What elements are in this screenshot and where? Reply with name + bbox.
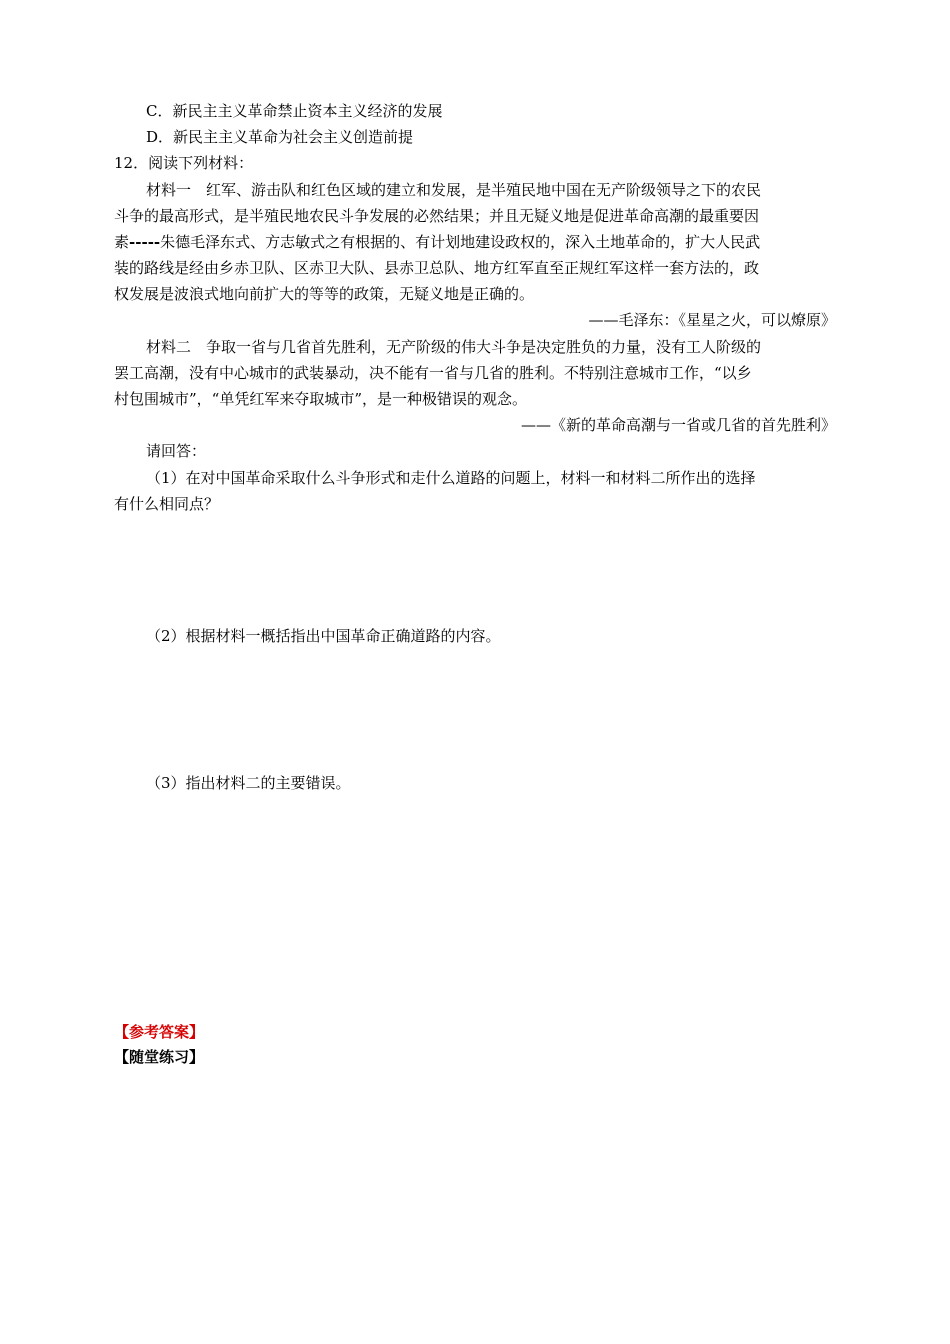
material2-line2: 罢工高潮，没有中心城市的武装暴动，决不能有一省与几省的胜利。不特别注意城市工作，“以乡 — [114, 364, 752, 382]
subquestion-2: （2）根据材料一概括指出中国革命正确道路的内容。 — [146, 627, 501, 645]
subquestion-1-line2: 有什么相同点？ — [114, 495, 220, 513]
material2-source: ——《新的革命高潮与一省或几省的首先胜利》 — [520, 416, 836, 434]
material1-line3 — [114, 230, 760, 254]
material1-line2: 斗争的最高形式，是半殖民地农民斗争发展的必然结果；并且无疑义地是促进革命高潮的最重要因 — [114, 207, 760, 225]
material2-line1: 材料二 争取一省与几省首先胜利，无产阶级的伟大斗争是决定胜负的力量，没有工人阶级的 — [146, 338, 762, 356]
subquestion-1-line1: （1）在对中国革命采取什么斗争形式和走什么道路的问题上，材料一和材料二所作出的选择 — [146, 469, 756, 487]
material1-line5: 权发展是波浪式地向前扩大的等等的政策，无疑义地是正确的。 — [114, 285, 535, 303]
option-c: C．新民主主义革命禁止资本主义经济的发展 — [146, 102, 443, 120]
question-12-prompt: 12．阅读下列材料： — [114, 154, 254, 172]
material1-line3-dashes: ----- — [129, 233, 161, 251]
section-heading: 【随堂练习】 — [114, 1048, 205, 1066]
material2-line3: 村包围城市”，“单凭红军来夺取城市”，是一种极错误的观念。 — [114, 390, 528, 408]
material1-line3-rest: 朱德毛泽东式、方志敏式之有根据的、有计划地建设政权的，深入土地革命的，扩大人民武 — [160, 233, 761, 251]
answer-heading: 【参考答案】 — [114, 1023, 205, 1041]
ask-prompt: 请回答： — [146, 442, 207, 460]
subquestion-3: （3）指出材料二的主要错误。 — [146, 774, 351, 792]
material1-line3-prefix: 素 — [114, 233, 130, 251]
material1-source: ——毛泽东：《星星之火，可以燎原》 — [588, 311, 836, 329]
material1-line1: 材料一 红军、游击队和红色区域的建立和发展，是半殖民地中国在无产阶级领导之下的农民 — [146, 181, 762, 199]
option-d: D．新民主主义革命为社会主义创造前提 — [146, 128, 414, 146]
material1-line4: 装的路线是经由乡赤卫队、区赤卫大队、县赤卫总队、地方红军直至正规红军这样一套方法的，政 — [114, 259, 760, 277]
